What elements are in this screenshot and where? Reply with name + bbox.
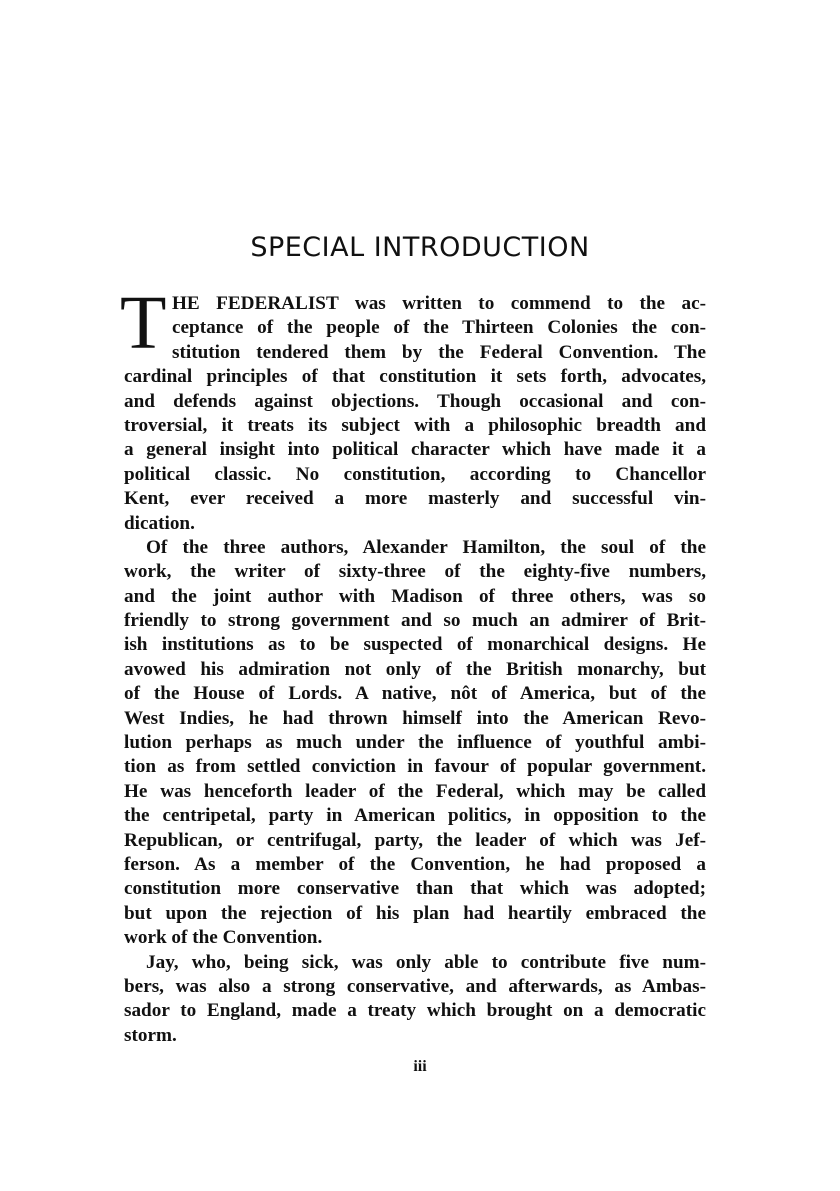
text-line: HE FEDERALIST was written to commend to the ac- [172,293,706,314]
text-line: and the joint author with Madison of three others, was so [124,585,706,607]
text-line: cardinal principles of that constitution it sets forth, advocates, [124,366,706,388]
page-number: iii [413,1058,427,1075]
text-line: of the House of Lords. A native, nôt of America, but of the [124,683,706,705]
text-line: Republican, or centrifugal, party, the leader of which was Jef- [124,829,706,851]
text-line: troversial, it treats its subject with a philosophic breadth and [124,414,706,436]
text-line: Jay, who, being sick, was only able to contribute five num- [146,951,706,973]
text-line: dication. [124,512,195,534]
drop-cap: T [120,281,167,365]
paragraph-2 [124,536,706,951]
text-line: avowed his admiration not only of the British monarchy, but [124,658,706,680]
text-line: sador to England, made a treaty which brought on a democratic [124,1000,706,1022]
text-line: a general insight into political character which have made it a [124,439,706,461]
text-line: ferson. As a member of the Convention, he had proposed a [124,853,706,875]
text-line: lution perhaps as much under the influence of youthful ambi- [124,732,706,754]
text-line: the centripetal, party in American politics, in opposition to the [124,805,706,827]
text-line: Kent, ever received a more masterly and successful vin- [124,488,706,510]
text-line: stitution tendered them by the Federal Convention. The [172,341,706,363]
text-line: ish institutions as to be suspected of monarchical designs. He [124,634,706,656]
text-line: constitution more conservative than that which was adopted; [124,878,706,900]
text-line: work, the writer of sixty-three of the eighty-five numbers, [124,561,706,583]
paragraph-3 [124,951,706,1049]
text-line: tion as from settled conviction in favour of popular government. [124,756,706,778]
text-line: but upon the rejection of his plan had heartily embraced the [124,902,706,924]
text-line: West Indies, he had thrown himself into the American Revo- [124,707,706,729]
text-line: storm. [124,1024,177,1046]
text-line: bers, was also a strong conservative, and afterwards, as Ambas- [124,975,706,997]
text-line: He was henceforth leader of the Federal, which may be called [124,780,706,802]
paragraph-1 [120,281,706,536]
page-title: SPECIAL INTRODUCTION [250,232,590,263]
text-line: work of the Convention. [124,927,323,949]
body-text [120,281,706,1048]
text-line: Of the three authors, Alexander Hamilton, the soul of the [146,536,706,558]
text-line: ceptance of the people of the Thirteen Colonies the con- [172,317,706,339]
text-line: and defends against objections. Though occasional and con- [124,390,706,412]
text-line: friendly to strong government and so much an admirer of Brit- [124,610,706,632]
text-line: political classic. No constitution, according to Chancellor [124,463,706,485]
